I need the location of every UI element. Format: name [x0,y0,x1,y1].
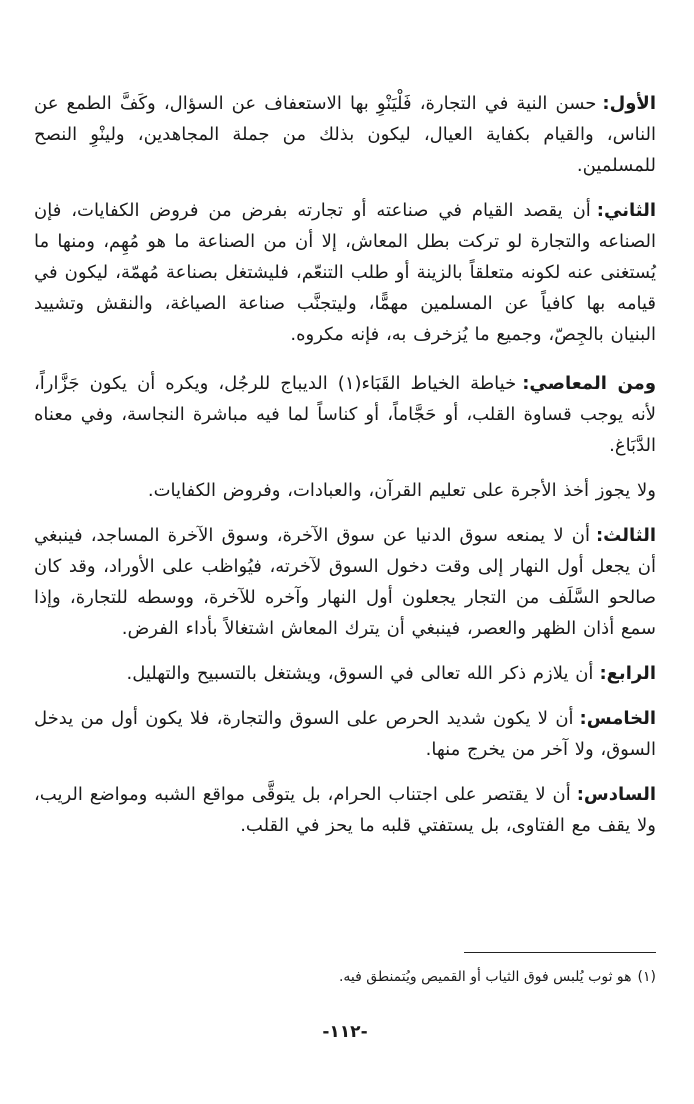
paragraph-lead: الثالث: [595,525,656,546]
page-content [34,88,656,1088]
paragraph-lead: السادس: [576,784,656,805]
paragraph-text: أن يلازم ذكر الله تعالى في السوق، ويشتغل بالتسبيح والتهليل. [126,663,594,684]
paragraph-text: أن لا يمنعه سوق الدنيا عن سوق الآخرة، وسوق الآخرة المساجد، فينبغي أن يجعل أول النهار إلى وقت دخول السوق لآخرته، فيُواظب على الأوراد، وقد كان صالحو السَّلَف من التجار يجعلون أول النهار وآخره للآخرة، ووسطه للتجارة، وإذا سمع أذان الظهر والعصر، فينبغي أن يترك المعاش اشتغالاً بأداء الفرض. [34,525,656,639]
paragraph-text: حسن النية في التجارة، فَلْيَنْوِ بها الاستعفاف عن السؤال، وكَفَّ الطمع عن الناس، والقيام بكفاية العيال، ليكون بذلك من جملة المجاهدين، ولينْوِ النصح للمسلمين. [34,93,656,176]
paragraph-third-market [34,520,656,644]
footnote-divider [464,952,656,953]
paragraph-sixth-doubts [34,779,656,841]
paragraph-text: ولا يجوز أخذ الأجرة على تعليم القرآن، والعبادات، وفروض الكفايات. [147,480,656,501]
paragraph-first-intention [34,88,656,181]
paragraph-second-collective-duty [34,195,656,350]
paragraph-lead: الخامس: [579,708,656,729]
paragraph-text: خياطة الخياط القَبَاء(١) الديباج للرجُل، ويكره أن يكون جَزَّاراً، لأنه يوجب قساوة القلب، أو حَجَّاماً، أو كناساً لما فيه مباشرة النجاسة، وفي معناه الدَّبَاغ. [34,373,656,456]
paragraph-text: أن يقصد القيام في صناعته أو تجارته بفرض من فروض الكفايات، فإن الصناعه والتجارة لو تركت بطل المعاش، إلا أن من الصناعة ما هو مُهِم، ومنها ما يُستغنى عنه لكونه متعلقاً بالزينة أو طلب التنعّم، فليشتغل بصناعة مُهمّة، ليكون في قيامه بها كافياً عن المسلمين مهمًّا، وليتجنَّب صناعة الصياغة، والنقش وتشييد البنيان بالجِصّ، وجميع ما يُزخرف به، فإنه مكروه. [34,200,656,345]
paragraph-text: أن لا يقتصر على اجتناب الحرام، بل يتوقَّى مواقع الشبه ومواضع الريب، ولا يقف مع الفتاوى، بل يستفتي قلبه ما يحز في القلب. [34,784,656,836]
footnote [34,966,656,988]
paragraph-fourth-remembrance [34,658,656,689]
page-number: -١١٢- [322,1022,368,1042]
paragraph-text: أن لا يكون شديد الحرص على السوق والتجارة، فلا يكون أول من يدخل السوق، ولا آخر من يخرج منها. [34,708,656,760]
footnote-mark: (١) [637,969,656,985]
paragraph-wages-rule [34,475,656,506]
paragraph-sins [34,368,656,461]
paragraph-lead: ومن المعاصي: [522,373,657,394]
footnote-text: هو ثوب يُلبس فوق الثياب أو القميص ويُتمنطق فيه. [338,969,632,985]
paragraph-lead: الرابع: [599,663,656,684]
paragraph-lead: الأول: [602,93,656,114]
paragraph-lead: الثاني: [596,200,656,221]
paragraph-fifth-greed [34,703,656,765]
